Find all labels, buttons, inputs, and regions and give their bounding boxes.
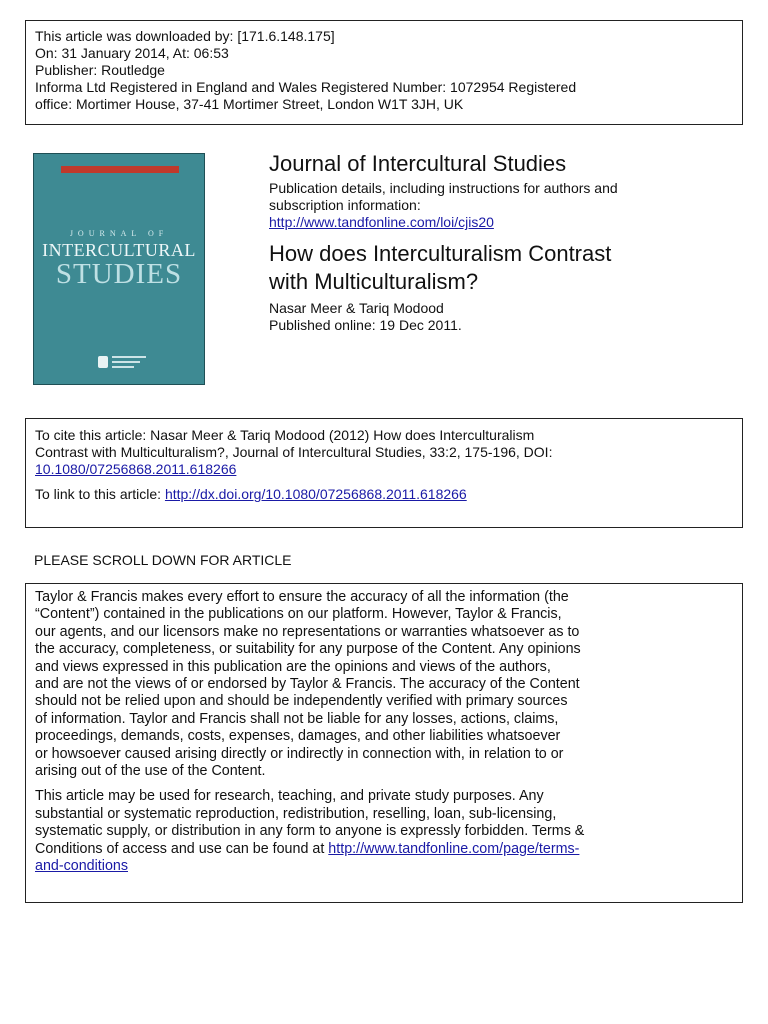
disclaimer-line: or howsoever caused arising directly or indirectly in connection with, in relation to or: [35, 745, 564, 762]
publisher-logo-mark: [112, 366, 134, 368]
publisher-logo-mark: [112, 356, 146, 358]
disclaimer-line: “Content”) contained in the publications on our platform. However, Taylor & Francis,: [35, 606, 562, 623]
article-title: [269, 240, 739, 296]
publisher-logo-icon: [98, 356, 108, 368]
disclaimer-line: the accuracy, completeness, or suitability for any purpose of the Content. Any opinions: [35, 641, 581, 658]
citation-box: [25, 418, 743, 528]
download-info-box: [25, 20, 743, 125]
citation-line: Contrast with Multiculturalism?, Journal of Intercultural Studies, 33:2, 175-196, DOI:: [35, 444, 553, 460]
usage-line-prefix: Conditions of access and use can be found at: [35, 840, 329, 857]
publication-details: [269, 180, 739, 231]
disclaimer-paragraph: [35, 589, 733, 780]
authors: Nasar Meer & Tariq Modood: [269, 300, 444, 316]
download-line: Publisher: Routledge: [35, 62, 165, 78]
cover-title-line1: INTERCULTURAL: [42, 240, 196, 260]
usage-paragraph: [35, 788, 733, 875]
article-title-line: How does Interculturalism Contrast: [269, 241, 612, 266]
disclaimer-line: and are not the views of or endorsed by Taylor & Francis. The accuracy of the Content: [35, 676, 580, 693]
cover-red-stripe: [61, 166, 179, 173]
terms-link-continued[interactable]: and-conditions: [35, 858, 128, 875]
usage-line: substantial or systematic reproduction, redistribution, reselling, loan, sub-licensing,: [35, 805, 557, 822]
cover-title-line2: STUDIES: [55, 258, 183, 290]
usage-line: [35, 841, 733, 858]
disclaimer-box: [25, 583, 743, 903]
usage-line: This article may be used for research, teaching, and private study purposes. Any: [35, 788, 544, 805]
journal-link[interactable]: http://www.tandfonline.com/loi/cjis20: [269, 214, 494, 230]
disclaimer-line: arising out of the use of the Content.: [35, 763, 266, 780]
article-link-row: [35, 486, 733, 503]
scroll-down-note: PLEASE SCROLL DOWN FOR ARTICLE: [34, 552, 292, 568]
download-line: This article was downloaded by: [171.6.148.175]: [35, 28, 335, 44]
article-title-line: with Multiculturalism?: [269, 269, 479, 294]
terms-link[interactable]: http://www.tandfonline.com/page/terms-: [328, 840, 580, 857]
article-link-label: To link to this article:: [35, 486, 165, 502]
pub-details-line: subscription information:: [269, 197, 421, 213]
disclaimer-line: should not be relied upon and should be independently verified with primary sources: [35, 693, 568, 710]
disclaimer-line: of information. Taylor and Francis shall not be liable for any losses, actions, claims,: [35, 710, 559, 727]
article-link[interactable]: http://dx.doi.org/10.1080/07256868.2011.618266: [164, 486, 467, 502]
usage-line: systematic supply, or distribution in any form to anyone is expressly forbidden. Terms &: [35, 823, 585, 840]
pub-details-line: Publication details, including instructions for authors and: [269, 180, 618, 196]
journal-title: Journal of Intercultural Studies: [269, 151, 567, 176]
disclaimer-line: Taylor & Francis makes every effort to ensure the accuracy of all the information (the: [35, 589, 569, 605]
disclaimer-line: proceedings, demands, costs, expenses, damages, and other liabilities whatsoever: [35, 728, 561, 745]
article-header: [269, 150, 739, 334]
citation-line: To cite this article: Nasar Meer & Tariq Modood (2012) How does Interculturalism: [35, 427, 535, 443]
download-line: office: Mortimer House, 37-41 Mortimer Street, London W1T 3JH, UK: [35, 96, 464, 112]
publisher-logo-mark: [112, 361, 140, 363]
doi-link[interactable]: 10.1080/07256868.2011.618266: [35, 461, 237, 477]
disclaimer-line: our agents, and our licensors make no representations or warranties whatsoever as to: [35, 623, 580, 640]
cover-journal-of: JOURNAL OF: [69, 229, 169, 238]
download-line: Informa Ltd Registered in England and Wales Registered Number: 1072954 Registered: [35, 79, 577, 95]
journal-cover-image: [33, 153, 205, 385]
disclaimer-line: and views expressed in this publication are the opinions and views of the authors,: [35, 658, 551, 675]
download-line: On: 31 January 2014, At: 06:53: [35, 45, 229, 61]
author-block: [269, 300, 739, 334]
published-date: Published online: 19 Dec 2011.: [269, 317, 462, 333]
